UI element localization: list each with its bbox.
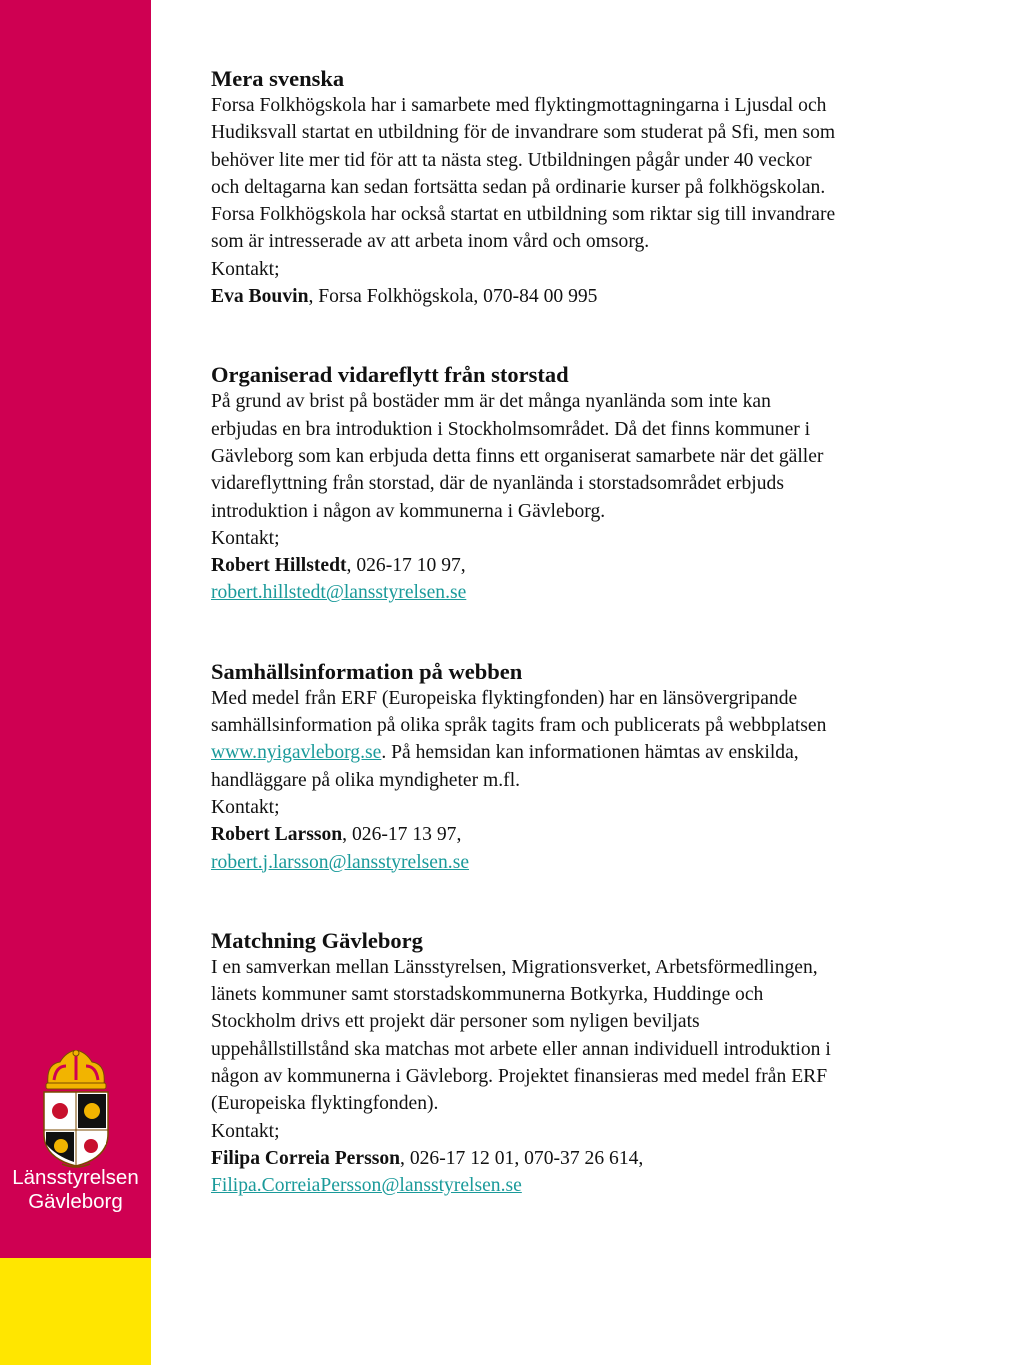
body-line: handläggare på olika myndigheter m.fl. — [211, 769, 521, 791]
contact-line — [211, 552, 961, 579]
website-link[interactable]: www.nyigavleborg.se — [211, 742, 382, 764]
section-samhallsinformation — [211, 659, 961, 876]
body-line: och deltagarna kan sedan fortsätta sedan på ordinarie kurser på folkhögskolan. — [211, 176, 826, 198]
body-line: Stockholm drivs ett projekt där personer som nyligen beviljats — [211, 1011, 700, 1033]
body-line — [211, 739, 961, 766]
brand-line-2: Gävleborg — [28, 1190, 123, 1213]
body-line: samhällsinformation på olika språk tagits fram och publicerats på webbplatsen — [211, 715, 827, 737]
body-line: Med medel från ERF (Europeiska flyktingfonden) har en länsövergripande — [211, 687, 798, 709]
contact-detail: , 026-17 13 97, — [342, 824, 462, 846]
section-vidareflytt — [211, 362, 961, 606]
body-line: (Europeiska flyktingfonden). — [211, 1093, 439, 1115]
contact-line — [211, 821, 961, 848]
section-mera-svenska — [211, 66, 961, 310]
contact-name: Filipa Correia Persson — [211, 1147, 401, 1169]
contact-name: Robert Hillstedt — [211, 555, 347, 577]
contact-label: Kontakt; — [211, 258, 280, 280]
contact-label: Kontakt; — [211, 796, 280, 818]
body-line: någon av kommunerna i Gävleborg. Projektet finansieras med medel från ERF — [211, 1066, 828, 1088]
website-after-text: . På hemsidan kan informationen hämtas av enskilda, — [381, 742, 799, 764]
agency-logo-text — [0, 1166, 151, 1214]
email-link[interactable]: robert.hillstedt@lansstyrelsen.se — [211, 582, 467, 604]
email-line — [211, 579, 961, 606]
contact-label: Kontakt; — [211, 1120, 280, 1142]
contact-name: Eva Bouvin — [211, 286, 309, 308]
section-matchning — [211, 928, 961, 1200]
contact-line — [211, 1145, 961, 1172]
body-line: Hudiksvall startat en utbildning för de invandrare som studerat på Sfi, men som — [211, 122, 836, 144]
email-line — [211, 1172, 961, 1199]
section-spacer — [211, 310, 961, 362]
body-line: som är intresserade av att arbeta inom vård och omsorg. — [211, 231, 650, 253]
county-coat-of-arms-icon — [36, 1050, 116, 1168]
section-title: Organiserad vidareflytt från storstad — [211, 362, 569, 388]
contact-detail: , Forsa Folkhögskola, 070-84 00 995 — [308, 286, 598, 308]
section-title: Matchning Gävleborg — [211, 927, 423, 953]
email-link[interactable]: Filipa.CorreiaPersson@lansstyrelsen.se — [211, 1175, 522, 1197]
contact-detail: , 026-17 10 97, — [346, 555, 466, 577]
section-title: Mera svenska — [211, 66, 345, 91]
body-line: introduktion i någon av kommunerna i Gävleborg. — [211, 500, 606, 522]
email-line — [211, 849, 961, 876]
body-line: erbjudas en bra introduktion i Stockholmsområdet. Då det finns kommuner i — [211, 418, 811, 440]
contact-line — [211, 283, 961, 310]
body-line: länets kommuner samt storstadskommunerna Botkyrka, Huddinge och — [211, 984, 764, 1006]
body-line: uppehållstillstånd ska matchas mot arbete eller annan individuell introduktion i — [211, 1038, 831, 1060]
body-line: I en samverkan mellan Länsstyrelsen, Migrationsverket, Arbetsförmedlingen, — [211, 956, 818, 978]
body-line: På grund av brist på bostäder mm är det många nyanlända som inte kan — [211, 391, 771, 413]
body-line: Forsa Folkhögskola har också startat en utbildning som riktar sig till invandrare — [211, 204, 836, 226]
section-title: Samhällsinformation på webben — [211, 658, 523, 684]
contact-label: Kontakt; — [211, 527, 280, 549]
main-content — [211, 66, 961, 1200]
body-line: vidareflyttning från storstad, där de nyanlända i storstadsområdet erbjuds — [211, 473, 784, 495]
sidebar-yellow-band — [0, 1258, 151, 1365]
body-line: Forsa Folkhögskola har i samarbete med flyktingmottagningarna i Ljusdal och — [211, 95, 827, 116]
contact-detail: , 026-17 12 01, 070-37 26 614, — [400, 1147, 644, 1169]
contact-name: Robert Larsson — [211, 824, 343, 846]
email-link[interactable]: robert.j.larsson@lansstyrelsen.se — [211, 851, 470, 873]
body-line: Gävleborg som kan erbjuda detta finns ett organiserat samarbete när det gäller — [211, 445, 824, 467]
body-line: behöver lite mer tid för att ta nästa steg. Utbildningen pågår under 40 veckor — [211, 149, 812, 171]
section-spacer — [211, 607, 961, 659]
section-spacer — [211, 876, 961, 928]
brand-line-1: Länsstyrelsen — [12, 1166, 139, 1189]
